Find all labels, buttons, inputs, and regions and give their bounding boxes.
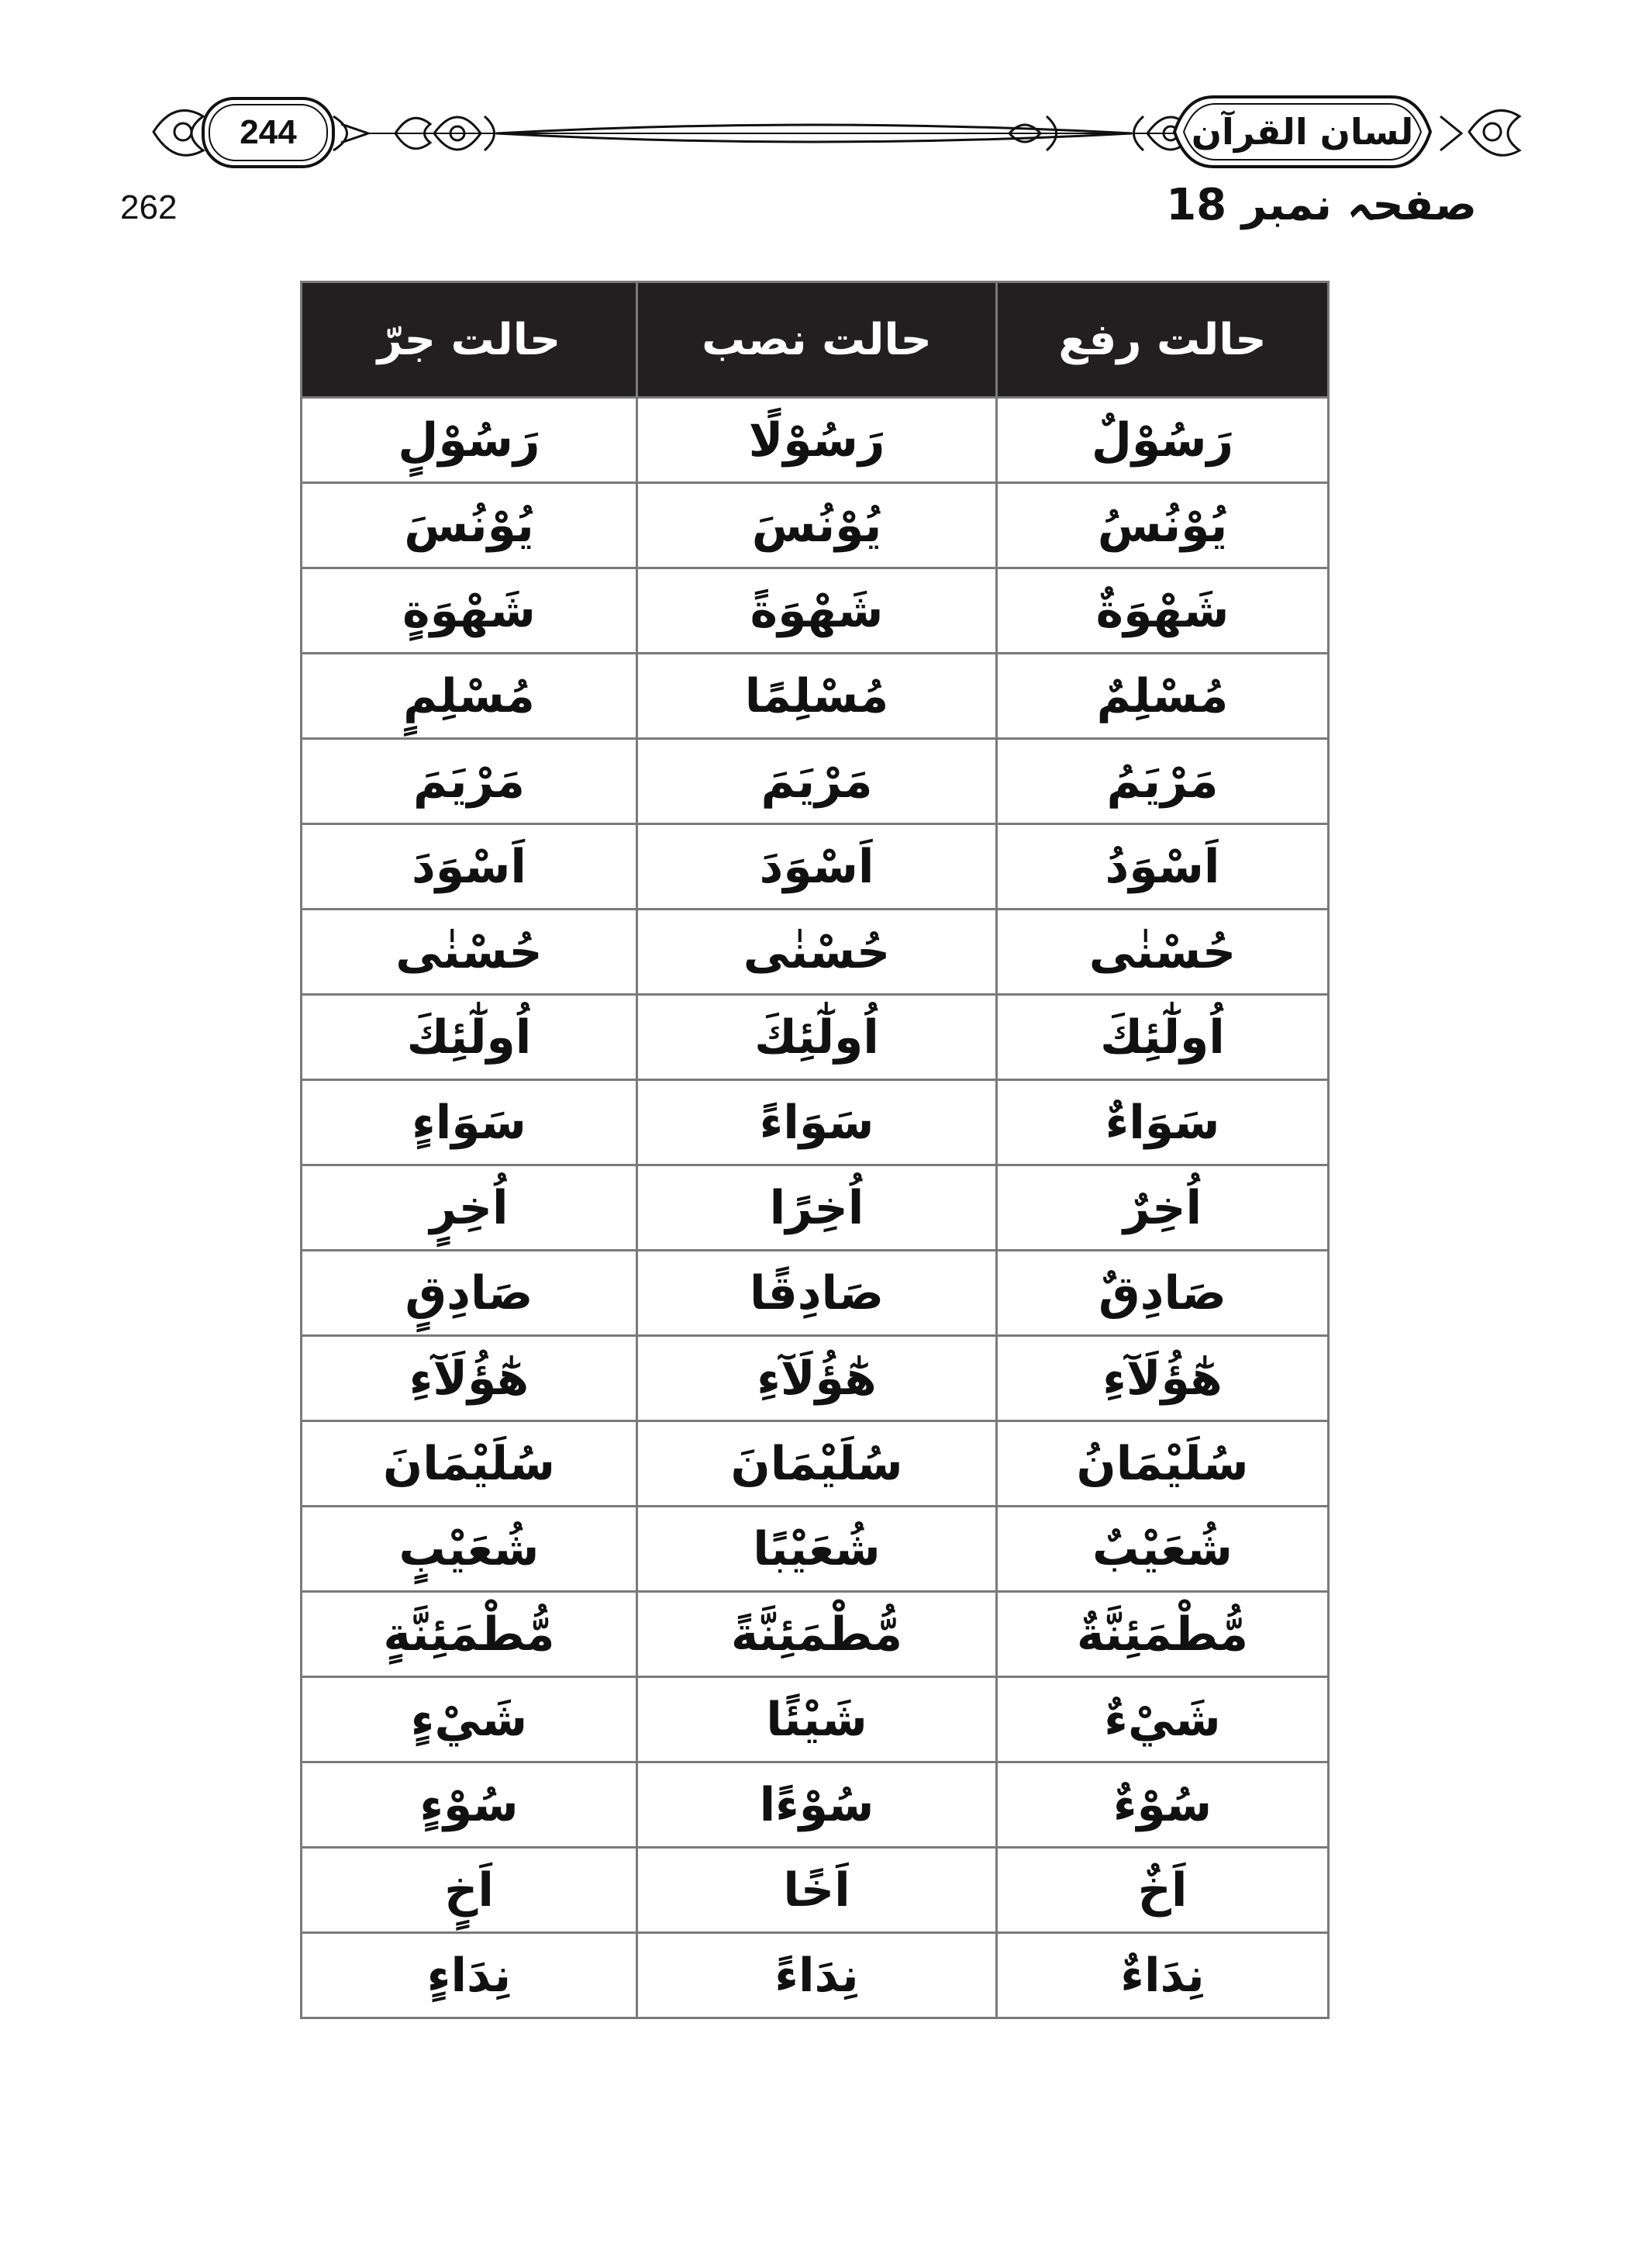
cell-genitive: مَرْيَمَ <box>302 739 637 824</box>
cell-nominative: شَهْوَةٌ <box>997 568 1329 654</box>
cell-nominative: سُلَيْمَانُ <box>997 1421 1329 1507</box>
cell-genitive: سُلَيْمَانَ <box>302 1421 637 1507</box>
table-row <box>302 1080 1329 1165</box>
table-body <box>302 398 1329 2018</box>
cell-genitive: سَوَاءٍ <box>302 1080 637 1165</box>
cell-nominative: اُخِرٌ <box>997 1165 1329 1251</box>
cell-nominative: هٰٓؤُلَآءِ <box>997 1336 1329 1421</box>
table-row <box>302 1336 1329 1421</box>
cell-accusative: اُخِرًا <box>637 1165 997 1251</box>
cell-accusative: يُوْنُسَ <box>637 483 997 568</box>
header-brand-title: لسان القرآن <box>1191 111 1414 153</box>
table-row <box>302 739 1329 824</box>
cell-accusative: شَيْئًا <box>637 1677 997 1762</box>
cell-accusative: نِدَاءً <box>637 1933 997 2018</box>
table-row <box>302 1251 1329 1336</box>
cell-accusative: شَهْوَةً <box>637 568 997 654</box>
cell-accusative: هٰٓؤُلَآءِ <box>637 1336 997 1421</box>
cell-nominative: اُولٰٓئِكَ <box>997 995 1329 1080</box>
cell-nominative: صَادِقٌ <box>997 1251 1329 1336</box>
cell-accusative: صَادِقًا <box>637 1251 997 1336</box>
table-row <box>302 995 1329 1080</box>
table-row <box>302 483 1329 568</box>
table-row <box>302 1762 1329 1848</box>
page-header <box>0 0 1628 171</box>
cell-accusative: سُوْءًا <box>637 1762 997 1848</box>
cell-genitive: اُخِرٍ <box>302 1165 637 1251</box>
table-header-row <box>302 282 1329 398</box>
cell-genitive: صَادِقٍ <box>302 1251 637 1336</box>
table-row <box>302 1165 1329 1251</box>
cell-accusative: مَرْيَمَ <box>637 739 997 824</box>
cell-nominative: اَسْوَدُ <box>997 824 1329 910</box>
cell-genitive: يُوْنُسَ <box>302 483 637 568</box>
cell-genitive: مُّطْمَئِنَّةٍ <box>302 1592 637 1677</box>
cell-genitive: شَيْءٍ <box>302 1677 637 1762</box>
declension-table-container <box>300 281 1327 2019</box>
header-page-number: 244 <box>240 113 297 151</box>
table-row <box>302 1592 1329 1677</box>
cell-genitive: سُوْءٍ <box>302 1762 637 1848</box>
table-row <box>302 398 1329 483</box>
cell-nominative: شُعَيْبٌ <box>997 1507 1329 1592</box>
cell-nominative: نِدَاءٌ <box>997 1933 1329 2018</box>
cell-accusative: سُلَيْمَانَ <box>637 1421 997 1507</box>
cell-genitive: شُعَيْبٍ <box>302 1507 637 1592</box>
table-row <box>302 568 1329 654</box>
declension-table <box>300 281 1330 2019</box>
page-number-label: صفحہ نمبر 18 <box>1166 180 1477 230</box>
cell-accusative: اَسْوَدَ <box>637 824 997 910</box>
cell-accusative: رَسُوْلًا <box>637 398 997 483</box>
column-header-genitive: حالت جرّ <box>302 282 637 398</box>
cell-nominative: يُوْنُسُ <box>997 483 1329 568</box>
table-row <box>302 1421 1329 1507</box>
cell-nominative: حُسْنٰى <box>997 910 1329 995</box>
cell-accusative: اَخًا <box>637 1848 997 1933</box>
cell-nominative: سُوْءٌ <box>997 1762 1329 1848</box>
cell-nominative: مُّطْمَئِنَّةٌ <box>997 1592 1329 1677</box>
cell-genitive: شَهْوَةٍ <box>302 568 637 654</box>
cell-accusative: مُسْلِمًا <box>637 654 997 739</box>
table-row <box>302 1677 1329 1762</box>
cell-genitive: اَخٍ <box>302 1848 637 1933</box>
cell-genitive: مُسْلِمٍ <box>302 654 637 739</box>
cell-nominative: شَيْءٌ <box>997 1677 1329 1762</box>
cell-nominative: سَوَاءٌ <box>997 1080 1329 1165</box>
column-header-nominative: حالت رفع <box>997 282 1329 398</box>
cell-nominative: مُسْلِمٌ <box>997 654 1329 739</box>
table-row <box>302 824 1329 910</box>
column-header-accusative: حالت نصب <box>637 282 997 398</box>
cell-accusative: مُّطْمَئِنَّةً <box>637 1592 997 1677</box>
left-page-number: 262 <box>120 188 178 226</box>
cell-accusative: اُولٰٓئِكَ <box>637 995 997 1080</box>
cell-genitive: نِدَاءٍ <box>302 1933 637 2018</box>
table-row <box>302 910 1329 995</box>
table-row <box>302 1848 1329 1933</box>
cell-genitive: رَسُوْلٍ <box>302 398 637 483</box>
cell-genitive: حُسْنٰى <box>302 910 637 995</box>
cell-nominative: مَرْيَمُ <box>997 739 1329 824</box>
table-row <box>302 1507 1329 1592</box>
cell-genitive: اَسْوَدَ <box>302 824 637 910</box>
cell-nominative: رَسُوْلٌ <box>997 398 1329 483</box>
cell-nominative: اَخٌ <box>997 1848 1329 1933</box>
table-row <box>302 654 1329 739</box>
cell-accusative: سَوَاءً <box>637 1080 997 1165</box>
cell-accusative: حُسْنٰى <box>637 910 997 995</box>
table-row <box>302 1933 1329 2018</box>
cell-genitive: هٰٓؤُلَآءِ <box>302 1336 637 1421</box>
cell-accusative: شُعَيْبًا <box>637 1507 997 1592</box>
cell-genitive: اُولٰٓئِكَ <box>302 995 637 1080</box>
